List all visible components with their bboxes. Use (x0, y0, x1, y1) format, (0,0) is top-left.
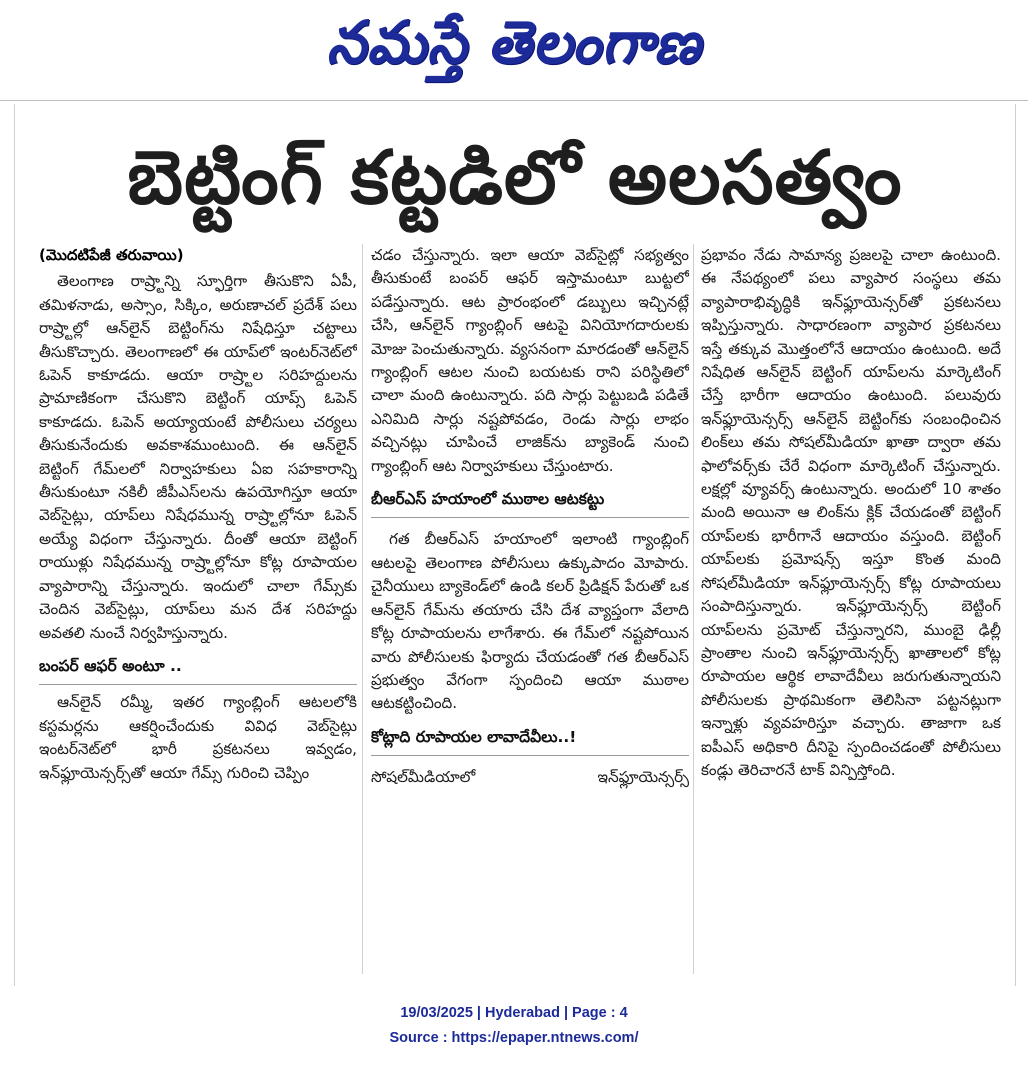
article-column-2 (371, 244, 689, 984)
subheading: బీఆర్ఎస్ హయాంలో ముఠాల ఆటకట్టు (371, 484, 689, 518)
paragraph: గత బీఆర్ఎస్ హయాంలో ఇలాంటి గ్యాంబ్లింగ్ ఆటలపై తెలంగాణ పోలీసులు ఉక్కుపాదం మోపారు. చైనీయులు బ్యాకెండ్‌లో ఉండి కలర్ ప్రిడిక్షన్ పేరుతో ఒక ఆన్‌లైన్ గేమ్‌ను తయారు చేసి దేశ వ్యాప్తంగా వేలాది కోట్ల రూపాయలను లాగేశారు. ఈ గేమ్‌లో నష్టపోయిన వారు పోలీసులకు ఫిర్యాదు చేయడంతో గత బీఆర్ఎస్ ప్రభుత్వం వేగంగా స్పందించి ఆయా ముఠాల ఆటకట్టించింది. (371, 530, 689, 713)
paragraph: చడం చేస్తున్నారు. ఇలా ఆయా వెబ్‌సైట్లో సభ్యత్వం తీసుకుంటే బంపర్ ఆఫర్ ఇస్తామంటూ బుట్టలో పడేస్తున్నారు. ఆట ప్రారంభంలో డబ్బులు ఇచ్చినట్లే చేసి, ఆన్‌లైన్ గ్యాంబ్లింగ్ ఆటపై వినియోగదారులకు మోజు పెంచుతున్నారు. వ్యసనంగా మారడంతో ఆన్‌లైన్ గ్యాంబ్లింగ్ ఆటల నుంచి బయటకు రాని పరిస్థితిలో చాలా మంది ఉంటున్నారు. పది సార్లు పెట్టుబడి పడితే ఎనిమిది సార్లు నష్టపోవడం, రెండు సార్లు లాభం వచ్చినట్లు చూపించే లాజిక్‌ను బ్యాకెండ్ నుంచి గ్యాంబ్లింగ్ ఆట నిర్వాహకులు చేస్తుంటారు. (371, 246, 689, 475)
source-link[interactable]: Source : https://epaper.ntnews.com/ (389, 1030, 639, 1046)
byline-row (371, 766, 689, 789)
paragraph: ప్రభావం నేడు సామాన్య ప్రజలపై చాలా ఉంటుంది. ఈ నేపథ్యంలో పలు వ్యాపార సంస్థలు తమ వ్యాపారాభివృద్ధికి ఇన్‌ఫ్లూయెన్సర్‌తో ప్రకటనలు ఇప్పిస్తున్నారు. సాధారణంగా వ్యాపార ప్రకటనలు ఇస్తే తక్కువ మొత్తంలోనే ఆదాయం ఉంటుంది. అదే నిషేధిత ఆన్‌లైన్ బెట్టింగ్ యాప్‌లను మార్కెటింగ్ చేస్తే భారీగా ఆదాయం ఉంటుంది. పలువురు ఇన్‌ఫ్లూయెన్సర్స్ ఆన్‌లైన్ బెట్టింగ్‌కు సంబంధించిన లింక్‌లు తమ సోషల్‌మీడియా ఖాతా ద్వారా తమ ఫాలోవర్స్‌కు చేరే విధంగా మార్కెటింగ్ చేస్తున్నారు. లక్షల్లో వ్యూవర్స్ ఉంటున్నారు. అందులో 10 శాతం మంది అయినా ఆ లింక్‌ను క్లిక్ చేయడంతో బెట్టింగ్ యాప్‌లకు భారీగానే ఆదాయం వస్తుంది. బెట్టింగ్ యాప్‌లకు ప్రమోషన్స్ ఇస్తూ కొంత మంది సోషల్‌మీడియా ఇన్‌ఫ్లూయెన్సర్స్ కోట్ల రూపాయలు సంపాదిస్తున్నారు. ఇన్‌ఫ్లూయెన్సర్స్ బెట్టింగ్ యాప్‌లను ప్రమోట్ చేస్తున్నారని, ముంబై ఢిల్లీ ప్రాంతాల నుంచి ఇన్‌ఫ్లూయెన్సర్స్ ఖాతాలలో కోట్ల రూపాయల ఆర్థిక లావాదేవీలు జరుగుతున్నాయని పోలీసులకు ప్రాథమికంగా తెలిసినా పట్టనట్లుగా ఇన్నాళ్లు వ్యవహరిస్తూ వచ్చారు. తాజాగా ఒక ఐపీఎస్ అధికారి దీనిపై స్పందించడంతో పోలీసులు కండ్లు తెరిచారనే టాక్ విన్పిస్తోంది. (701, 246, 1001, 779)
paragraph: ఆన్‌లైన్ రమ్మీ, ఇతర గ్యాంబ్లింగ్ ఆటలలోకి కస్టమర్లను ఆకర్షించేందుకు వివిధ వెబ్‌సైట్లు ఇంటర్‌నెట్‌లో భారీ ప్రకటనలు ఇవ్వడం, ఇన్‌ఫ్లూయెన్సర్స్‌తో ఆయా గేమ్స్ గురించి చెప్పిం (39, 693, 357, 782)
article-column-1 (39, 244, 357, 984)
column-divider (693, 244, 694, 974)
newspaper-logo: నమస్తే తెలంగాణ (326, 8, 702, 77)
byline-left: సోషల్‌మీడియాలో (371, 768, 476, 787)
continued-tag: (మొదటిపేజీ తరువాయి) (39, 246, 184, 264)
column-divider (362, 244, 363, 974)
article-headline: బెట్టింగ్ కట్టడిలో అలసత్వం (127, 135, 903, 221)
dateline: 19/03/2025 | Hyderabad | Page : 4 (400, 1005, 628, 1021)
subheading: బంపర్ ఆఫర్ అంటూ .. (39, 655, 357, 685)
paragraph: తెలంగాణ రాష్ర్టాన్ని స్ఫూర్తిగా తీసుకొని ఏపీ, తమిళనాడు, అస్సాం, సిక్కిం, అరుణాచల్ ప్రదేశ్ పలు రాష్ర్టాల్లో ఆన్‌లైన్ బెట్టింగ్‌ను నిషేధిస్తూ చట్టాలు తీసుకొచ్చారు. తెలంగాణలో ఈ యాప్‌లో ఇంటర్‌నెట్‌లో ఓపెన్ కాకూడదు. ఆయా రాష్ర్టాల సరిహద్దులను ప్రామాణికంగా చేసుకొని బెట్టింగ్ యాప్స్ ఓపెన్ కాకూడదు. ఓపెన్ అయ్యాయంటే పోలీసులు చర్యలు తీసుకునేందుకు అవకాశముంటుంది. ఈ ఆన్‌లైన్ బెట్టింగ్ గేమ్‌లలో నిర్వాహకులు ఏఐ సహకారాన్ని తీసుకుంటూ నకిలీ జీపీఎస్‌లను ఉపయోగిస్తూ ఆయా వెబ్‌సైట్లు, యాప్‌లు నిషేధమున్న రాష్ర్టాల్లోనూ ఓపెన్ అయ్యే విధంగా చేస్తున్నారు. దీంతో ఆయా బెట్టింగ్ రాయుళ్లు నిషేధమున్న రాష్ర్టాల్లోనూ కోట్ల రూపాయల వ్యాపారాన్ని చేస్తున్నారు. ఇందులో చాలా గేమ్స్‌కు చెందిన వెబ్‌సైట్లు, యాప్‌లు మన దేశ సరిహద్దు అవతలి నుంచే నిర్వహిస్తున్నారు. (39, 272, 357, 642)
article-clipping (14, 104, 1016, 986)
subheading: కోట్లాది రూపాయల లావాదేవీలు..! (371, 722, 689, 756)
article-column-3 (701, 244, 1001, 984)
masthead (0, 0, 1028, 101)
byline-right: ఇన్‌ఫ్లూయెన్సర్స్ (597, 768, 689, 787)
